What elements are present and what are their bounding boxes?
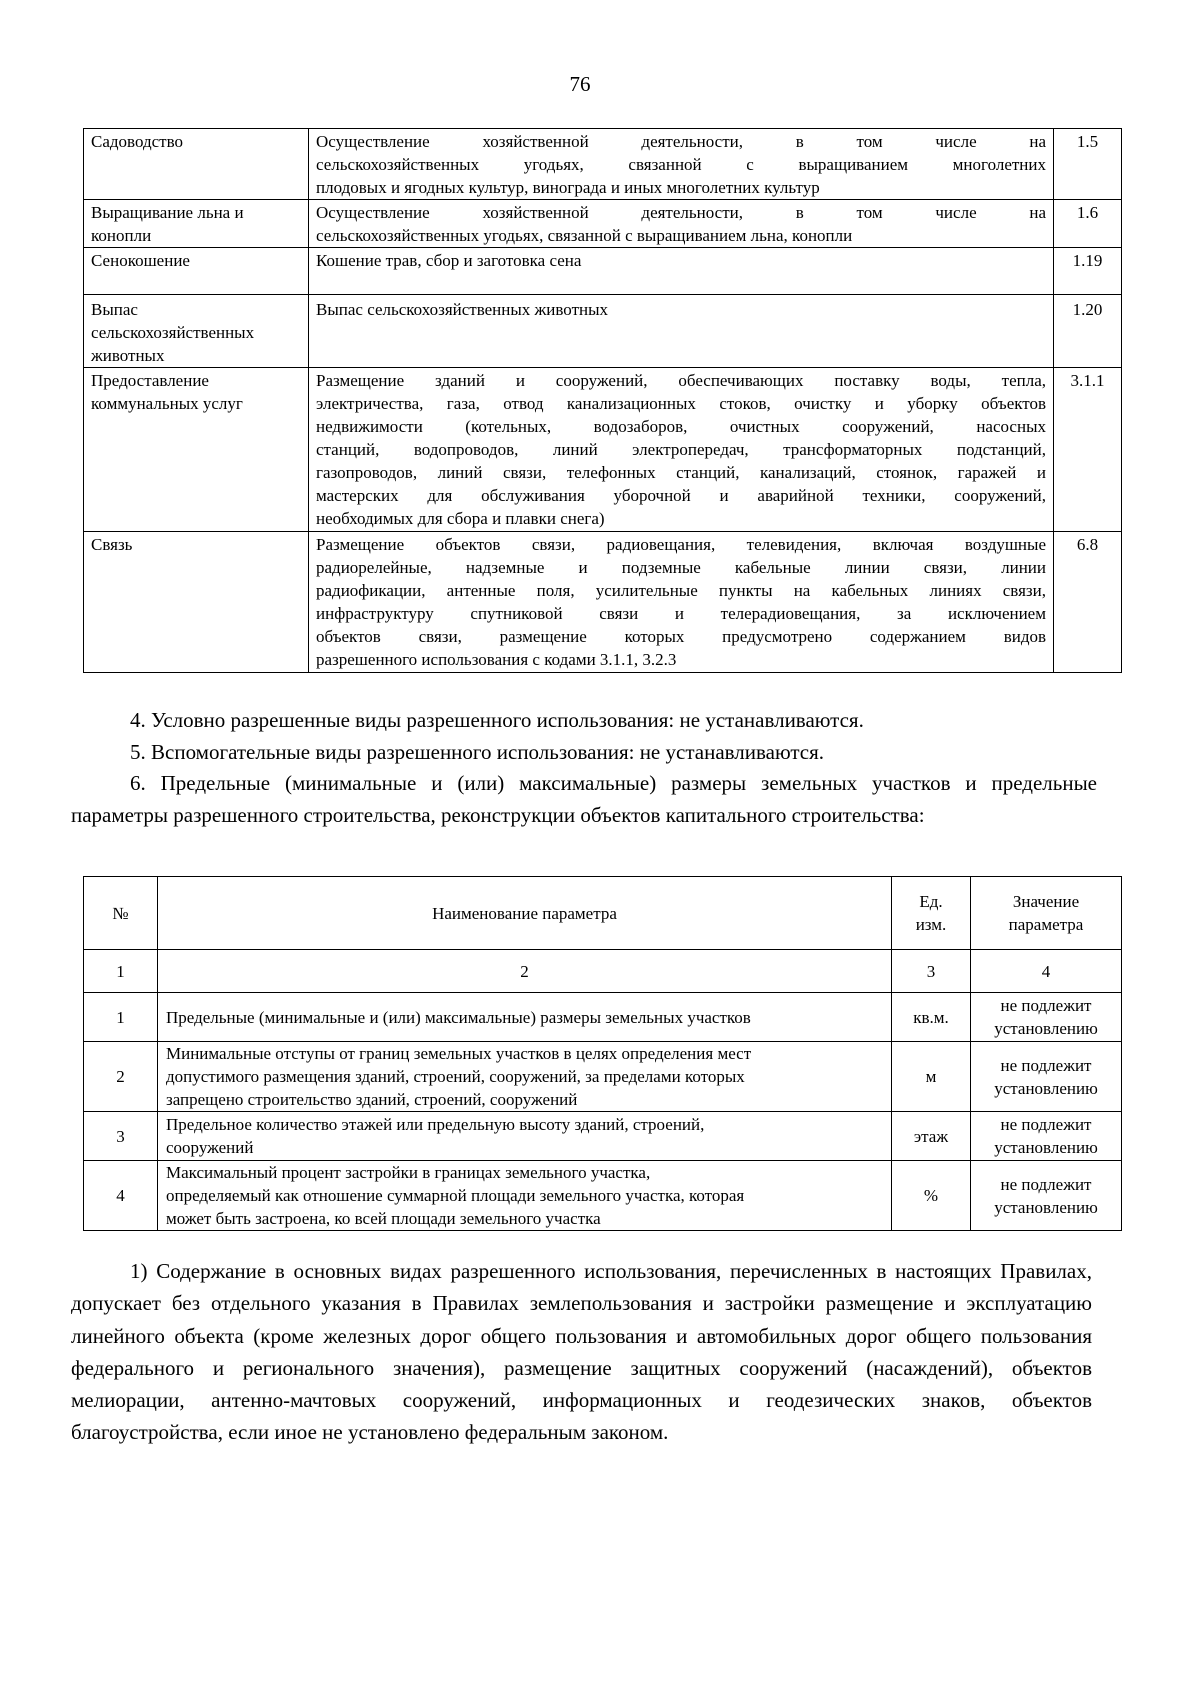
- paragraph-linear-objects-note: 1) Содержание в основных видах разрешенного использования, перечисленных в настоящих Правилах, допускает без отдельного указания в Правилах землепользования и застройки размещение и эксплуатацию линейного объекта (кроме железных дорог общего пользования и автомобильных дорог общего пользования федерального и регионального значения), размещение защитных сооружений (насаждений), объектов мелиорации, антенно-мачтовых сооружений, информационных и геодезических знаков, объектов благоустройства, если иное не установлено федеральным законом.: [71, 1259, 1092, 1445]
- paragraph-conditional-uses: 4. Условно разрешенные виды разрешенного использования: не устанавливаются.: [130, 708, 864, 732]
- use-code: 6.8: [1054, 532, 1122, 673]
- column-number: 1: [84, 950, 158, 993]
- parameter-name-line: Максимальный процент застройки в границах земельного участка,: [166, 1163, 651, 1182]
- description-line: радиофикации, антенные поля, усилительные пункты на кабельных линиях связи,: [316, 581, 1046, 600]
- column-number: 3: [892, 950, 971, 993]
- value-line: установлению: [994, 1078, 1098, 1098]
- description-line: сельскохозяйственных угодьях, связанной с выращиванием многолетних: [316, 155, 1046, 174]
- table-row: [84, 1112, 1122, 1161]
- page-number: 76: [569, 72, 591, 96]
- use-name: Выращивание льна и конопли: [84, 200, 309, 248]
- column-number: 2: [158, 950, 892, 993]
- description-line: Размещение объектов связи, радиовещания, телевидения, включая воздушные: [316, 535, 1046, 554]
- description-line: мастерских для обслуживания уборочной и аварийной техники, сооружений,: [316, 486, 1046, 505]
- description-line: инфраструктуру спутниковой связи и телерадиовещания, за исключением: [316, 604, 1046, 623]
- column-header-num: №: [84, 877, 158, 950]
- row-number: 4: [84, 1161, 158, 1231]
- parameter-name: [158, 1161, 892, 1231]
- description-line: радиорелейные, надземные и подземные кабельные линии связи, линии: [316, 558, 1046, 577]
- use-description: [309, 532, 1054, 673]
- table-row: [84, 1161, 1122, 1231]
- parameter-name-line: запрещено строительство зданий, строений, сооружений: [166, 1090, 578, 1109]
- parameter-name-line: Минимальные отступы от границ земельных участков в целях определения мест: [166, 1044, 752, 1063]
- description-line: электричества, газа, отвод канализационных стоков, очистку и уборку объектов: [316, 394, 1046, 413]
- use-name: [84, 295, 309, 368]
- description-line: разрешенного использования с кодами 3.1.1, 3.2.3: [316, 650, 677, 669]
- description-line: плодовых и ягодных культур, винограда и иных многолетних культур: [316, 178, 820, 197]
- column-header-name: Наименование параметра: [158, 877, 892, 950]
- header-line: параметра: [1008, 915, 1084, 934]
- table-row: [84, 248, 1122, 295]
- description-line: Размещение зданий и сооружений, обеспечивающих поставку воды, тепла,: [316, 371, 1046, 390]
- use-name-line: сельскохозяйственных: [91, 323, 255, 342]
- parameter-name-line: сооружений: [166, 1138, 254, 1157]
- value-line: установлению: [994, 1138, 1098, 1157]
- table-header-row: [84, 877, 1122, 950]
- header-line: Значение: [1012, 892, 1080, 911]
- table-row: [84, 993, 1122, 1042]
- parameter-name-line: Предельное количество этажей или предельную высоту зданий, строений,: [166, 1115, 705, 1134]
- use-name: Связь: [84, 532, 309, 673]
- description-line: станций, водопроводов, линий электропередач, трансформаторных подстанций,: [316, 440, 1046, 459]
- use-code: 3.1.1: [1054, 368, 1122, 532]
- parameter-unit: м: [892, 1042, 971, 1112]
- value-line: не подлежит: [1000, 1115, 1092, 1134]
- description-line: газопроводов, линий связи, телефонных станций, канализаций, стоянок, гаражей и: [316, 463, 1046, 482]
- parameter-value: [971, 1112, 1122, 1161]
- parameter-name-line: допустимого размещения зданий, строений, сооружений, за пределами которых: [166, 1067, 745, 1086]
- parameter-name-line: Предельные (минимальные и (или) максимальные) размеры земельных участков: [166, 1007, 751, 1027]
- parameter-unit: %: [892, 1161, 971, 1231]
- paragraph-auxiliary-uses: 5. Вспомогательные виды разрешенного использования: не устанавливаются.: [130, 740, 825, 764]
- row-number: 3: [84, 1112, 158, 1161]
- table-row: [84, 129, 1122, 200]
- description-line: Осуществление хозяйственной деятельности, в том числе на: [316, 203, 1046, 222]
- use-description: [309, 368, 1054, 532]
- parameter-value: [971, 1042, 1122, 1112]
- description-line: сельскохозяйственных угодьях, связанной с выращиванием льна, конопли: [316, 226, 853, 245]
- table-row: [84, 532, 1122, 673]
- use-name-line: Выпас: [91, 300, 138, 319]
- use-name: Садоводство: [84, 129, 309, 200]
- use-name: Сенокошение: [84, 248, 309, 295]
- description-line: необходимых для сбора и плавки снега): [316, 509, 605, 528]
- header-line: Ед.: [919, 892, 943, 911]
- use-name-line: Предоставление: [91, 371, 209, 390]
- use-description: [309, 200, 1054, 248]
- parameter-name: [158, 1112, 892, 1161]
- value-line: не подлежит: [1000, 1055, 1092, 1075]
- parameter-name: [158, 993, 892, 1042]
- use-description: [309, 129, 1054, 200]
- row-number: 2: [84, 1042, 158, 1112]
- value-line: не подлежит: [1000, 1174, 1092, 1194]
- description-line: недвижимости (котельных, водозаборов, очистных сооружений, насосных: [316, 417, 1046, 436]
- description-line: Кошение трав, сбор и заготовка сена: [316, 251, 582, 270]
- parameter-name: [158, 1042, 892, 1112]
- parameter-value: [971, 993, 1122, 1042]
- value-line: не подлежит: [1000, 996, 1092, 1015]
- use-code: 1.20: [1054, 295, 1122, 368]
- use-description: [309, 295, 1054, 368]
- use-name-line: коммунальных услуг: [91, 394, 243, 413]
- use-name-line: животных: [91, 346, 165, 365]
- permitted-uses-table: [83, 128, 1122, 673]
- description-line: Выпас сельскохозяйственных животных: [316, 300, 609, 319]
- parameter-name-line: может быть застроена, ко всей площади земельного участка: [166, 1209, 601, 1228]
- column-number-row: [84, 950, 1122, 993]
- table-row: [84, 295, 1122, 368]
- value-line: установлению: [994, 1019, 1098, 1038]
- use-code: 1.19: [1054, 248, 1122, 295]
- use-code: 1.5: [1054, 129, 1122, 200]
- table-row: [84, 1042, 1122, 1112]
- column-header-value: [971, 877, 1122, 950]
- column-number: 4: [971, 950, 1122, 993]
- paragraph-limit-parameters: 6. Предельные (минимальные и (или) максимальные) размеры земельных участков и предельные параметры разрешенного строительства, реконструкции объектов капитального строительства:: [71, 771, 1097, 827]
- table-row: [84, 368, 1122, 532]
- use-code: 1.6: [1054, 200, 1122, 248]
- column-header-unit: [892, 877, 971, 950]
- description-line: объектов связи, размещение которых предусмотрено содержанием видов: [316, 627, 1046, 646]
- parameters-table: [83, 876, 1122, 1231]
- parameter-unit: этаж: [892, 1112, 971, 1161]
- header-line: изм.: [915, 915, 947, 934]
- use-description: [309, 248, 1054, 295]
- parameter-name-line: определяемый как отношение суммарной площади земельного участка, которая: [166, 1186, 745, 1205]
- table-row: [84, 200, 1122, 248]
- use-name: [84, 368, 309, 532]
- value-line: установлению: [994, 1197, 1098, 1217]
- row-number: 1: [84, 993, 158, 1042]
- description-line: Осуществление хозяйственной деятельности, в том числе на: [316, 132, 1046, 151]
- parameter-unit: кв.м.: [892, 993, 971, 1042]
- parameter-value: [971, 1161, 1122, 1231]
